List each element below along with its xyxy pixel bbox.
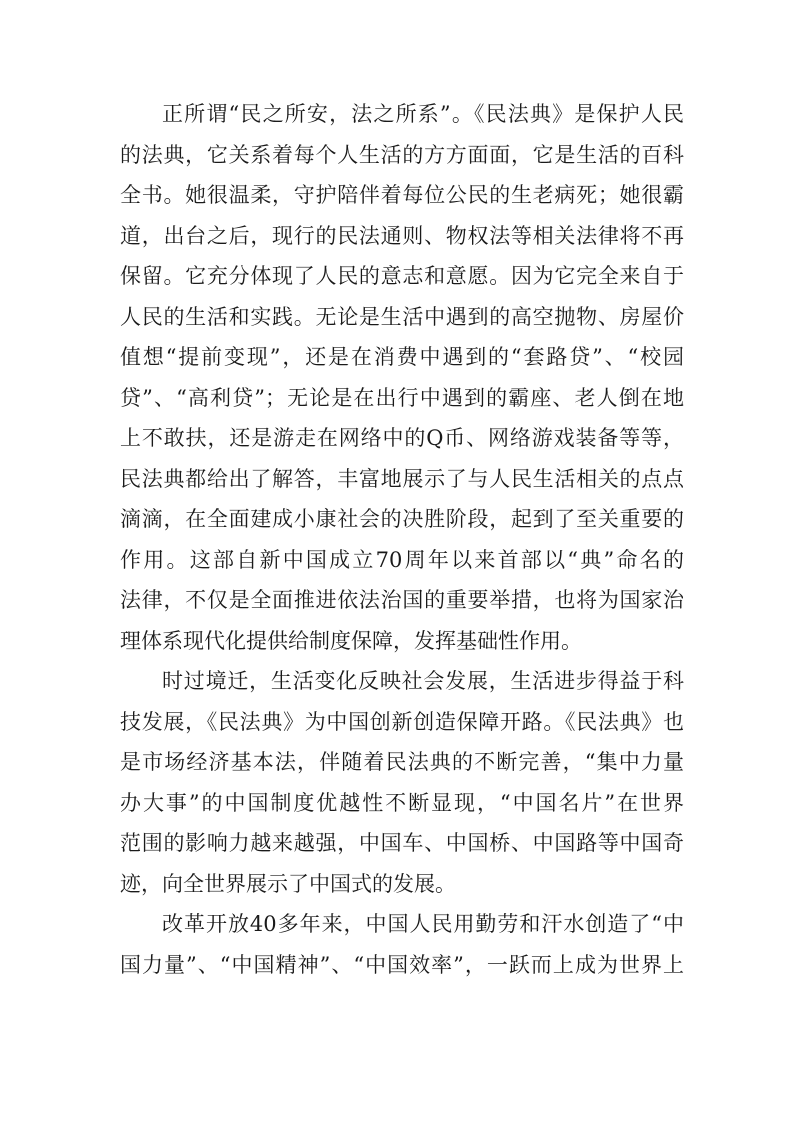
text-line: 时过境迁，生活变化反映社会发展，生活进步得益于科 <box>162 669 684 693</box>
text-line: 法律，不仅是全面推进依法治国的重要举措，也将为国家治 <box>120 588 684 612</box>
text-line: 作用。这部自新中国成立70周年以来首部以“典”命名的 <box>120 547 684 572</box>
text-line: 民法典都给出了解答，丰富地展示了与人民生活相关的点点 <box>120 466 684 491</box>
text-line: 国力量”、“中国精神”、“中国效率”，一跃而上成为世界上 <box>120 952 684 977</box>
text-line: 正所谓“民之所安，法之所系”。《民法典》是保护人民 <box>162 102 684 126</box>
text-line: 理体系现代化提供给制度保障，发挥基础性作用。 <box>120 628 582 653</box>
text-line: 技发展，《民法典》为中国创新创造保障开路。《民法典》也 <box>120 709 684 734</box>
paragraph-3 <box>120 904 684 985</box>
text-line: 贷”、“高利贷”；无论是在出行中遇到的霸座、老人倒在地 <box>120 385 684 410</box>
text-line: 迹，向全世界展示了中国式的发展。 <box>120 871 456 896</box>
text-line: 范围的影响力越来越强，中国车、中国桥、中国路等中国奇 <box>120 831 684 855</box>
text-line: 办大事”的中国制度优越性不断显现，“中国名片”在世界 <box>120 790 684 815</box>
text-line: 的法典，它关系着每个人生活的方方面面，它是生活的百科 <box>120 142 684 167</box>
text-line: 人民的生活和实践。无论是生活中遇到的高空抛物、房屋价 <box>120 304 684 329</box>
text-line: 全书。她很温柔，守护陪伴着每位公民的生老病死；她很霸 <box>120 183 684 207</box>
text-line: 滴滴，在全面建成小康社会的决胜阶段，起到了至关重要的 <box>120 507 684 531</box>
text-line: 上不敢扶，还是游走在网络中的Q币、网络游戏装备等等， <box>120 426 684 450</box>
text-line: 保留。它充分体现了人民的意志和意愿。因为它完全来自于 <box>120 264 684 288</box>
text-line: 值想“提前变现”，还是在消费中遇到的“套路贷”、“校园 <box>120 345 684 369</box>
paragraph-2 <box>120 661 684 904</box>
paragraph-1 <box>120 94 684 661</box>
text-line: 道，出台之后，现行的民法通则、物权法等相关法律将不再 <box>120 223 684 248</box>
body-text <box>120 94 684 985</box>
text-line: 是市场经济基本法，伴随着民法典的不断完善，“集中力量 <box>120 750 684 774</box>
text-line: 改革开放40多年来，中国人民用勤劳和汗水创造了“中 <box>162 912 684 936</box>
